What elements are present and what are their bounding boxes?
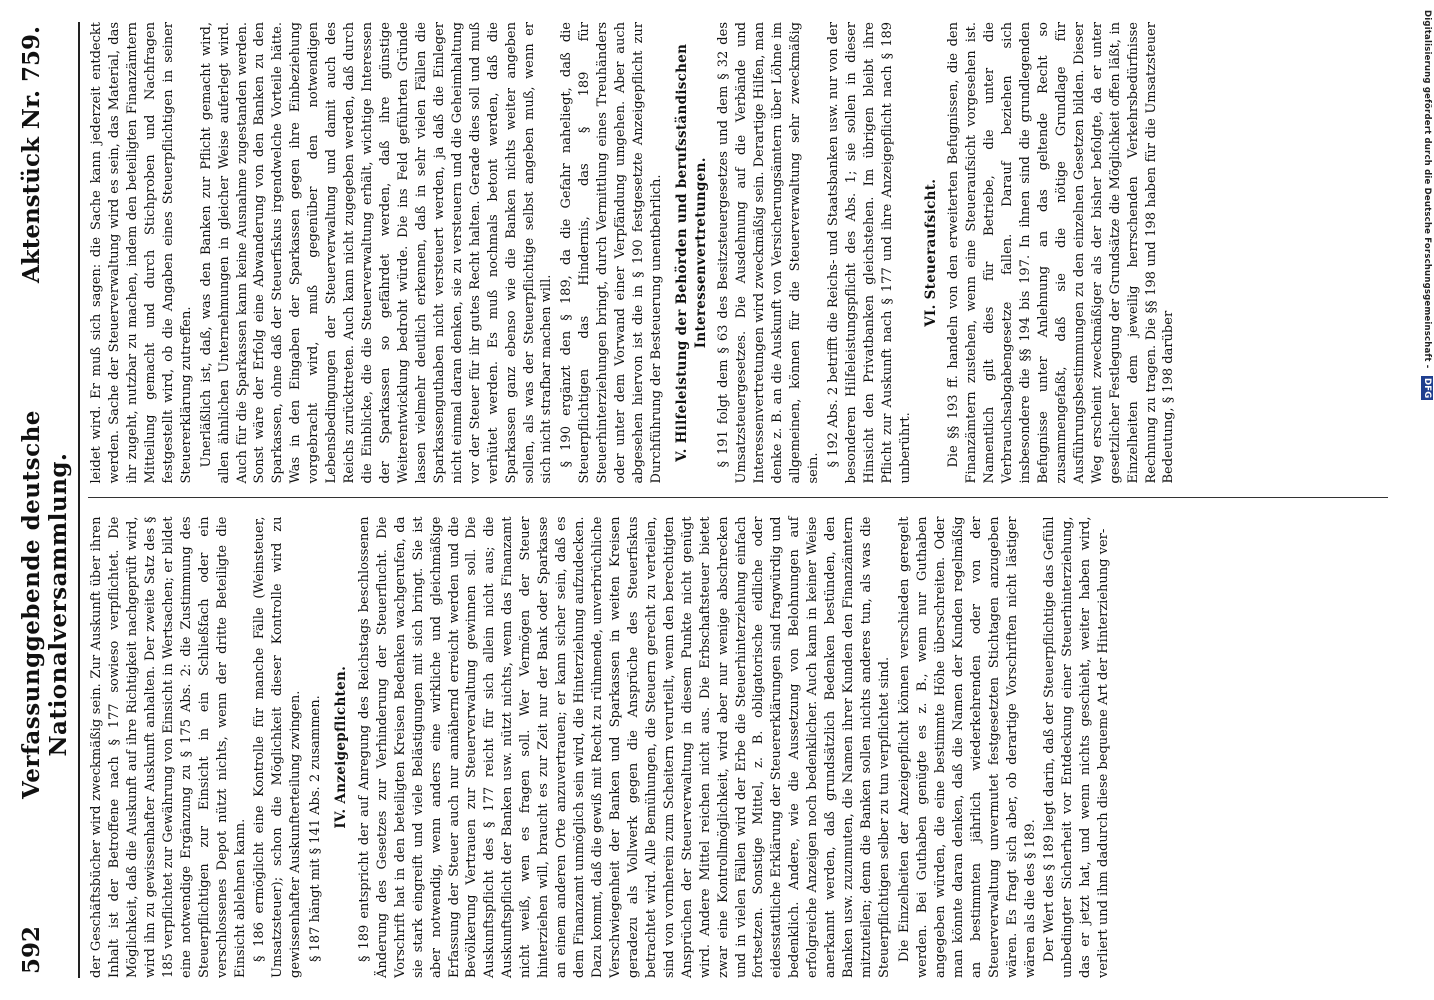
heading-v-line1: V. Hilfeleistung der Behörden und berufsständischen (674, 43, 690, 462)
paragraph: § 187 hängt mit § 141 Abs. 2 zusammen. (308, 695, 324, 962)
paragraph: Die Einzelheiten der Anzeigepflicht können verschieden geregelt werden. Bei Guthaben genügte es z. B., wenn nur Guthaben angegeben würden, die eine bestimmte Höhe überschreiten. Oder man könnte daran denken, daß die Namen der Kunden regelmäßig an bestimmten jährlich wiederkehrenden oder von der Steuerverwaltung unvermutet festgesetzten Stichtagen anzugeben wären. Es fragt sich aber, ob derartige Vorschriften nicht lästiger wären als die des § 189. (896, 516, 1038, 978)
digitization-text: Digitalisierung gefördert durch die Deutsche Forschungsgemeinschaft - (1422, 10, 1432, 369)
paragraph: der Geschäftsbücher wird zweckmäßig sein. Zur Auskunft über ihren Inhalt ist der Betroffene nach § 177 sowieso verpflichtet. Die Möglichkeit, daß die Auskunft auf ihre Richtigkeit nachgeprüft wird, wird ihn zu gewissenhafter Auskunft anhalten. Der zweite Satz des § 185 verpflichtet zur Gewährung von Einsicht in Wertsachen; er bildet eine notwendige Ergänzung zu § 175 Abs. 2: die Zustimmung des Steuerpflichtigen zur Einsicht in ein Schließfach oder ein verschlossenes Depot nützt nichts, wenn der dritte Beteiligte die Einsicht ablehnen kann. (89, 516, 248, 978)
text-columns (88, 22, 1388, 978)
heading-v-line2: Interessenvertretungen. (692, 157, 709, 349)
paragraph: Unerläßlich ist, daß, was den Banken zur Pflicht gemacht wird, allen ähnlichen Unternehmungen in gleicher Weise auferlegt wird. Auch für die Sparkassen kann keine Ausnahme zugestanden werden. Sonst wäre der Erfolg eine Abwanderung von den Banken zu den Sparkassen, ohne daß der Steuerfiskus irgendwelche Vorteile hätte. Was in den Eingaben der Sparkassen gegen ihre Einbeziehung vorgebracht wird, muß gegenüber den notwendigen Lebensbedingungen der Steuerverwaltung und damit auch des Reichs zurücktreten. Auch kann nicht zugegeben werden, daß durch die Einblicke, die die Steuerverwaltung erhält, wichtige Interessen der Sparkassen so gefährdet werden, daß ihre günstige Weiterentwicklung bedroht würde. Die ins Feld geführten Gründe lassen vielmehr deutlich erkennen, daß in sehr vielen Fällen die Sparkassenguthaben nicht versteuert werden, ja daß die Einleger nicht einmal daran denken, sie zu versteuern und die Geheimhaltung vor der Steuer für ihr gutes Recht halten. Gerade dies soll und muß verhütet werden. Es muß nochmals betont werden, daß die Sparkassen ganz ebenso wie die Banken nichts weiter angeben sollen, als was der Steuerpflichtige selbst angeben muß, wenn er sich nicht strafbar machen will. (198, 22, 555, 484)
paragraph: § 186 ermöglicht eine Kontrolle für manche Fälle (Weinsteuer, Umsatzsteuer); schon die Möglichkeit dieser Kontrolle wird zu gewissenhafter Auskunfterteilung zwingen. (252, 516, 304, 978)
section-heading-v (673, 22, 710, 484)
paragraph: leidet wird. Er muß sich sagen: die Sache kann jederzeit entdeckt werden. Sache der Steuerverwaltung wird es sein, das Material, das ihr zugeht, nutzbar zu machen, indem den beteiligten Finanzämtern Mitteilung gemacht und durch Stichproben und Nachfragen festgestellt wird, ob die Angaben eines Steuerpflichtigen in seiner Steuererklärung zutreffen. (89, 22, 194, 484)
column-left (88, 517, 1388, 979)
paragraph: Die §§ 193 ff. handeln von den erweiterten Befugnissen, die den Finanzämtern zustehen, wenn eine Steueraufsicht vorgesehen ist. Namentlich gilt dies für Betriebe, die unter die Verbrauchsabgabengesetze fallen. Darauf beziehen sich insbesondere die §§ 194 bis 197. In ihnen sind die grundlegenden Befugnisse unter Anlehnung an das geltende Recht so zusammengefaßt, daß sie die nötige Grundlage für Ausführungsbestimmungen zu den einzelnen Gesetzen bilden. Dieser Weg erscheint zweckmäßiger als der bisher befolgte, da er unter gesetzlicher Festlegung der Grundsätze die Möglichkeit offen läßt, in Einzelheiten dem jeweilig herrschenden Verkehrsbedürfnisse Rechnung zu tragen. Die §§ 198 und 198 haben für die Umsatzsteuer Bedeutung, § 198 darüber (946, 22, 1177, 484)
running-title: Verfassunggebende deutsche Nationalversammlung. (18, 410, 72, 800)
document-reference: Aktenstück Nr. 759. (18, 26, 45, 284)
dfg-logo: DFG (1422, 377, 1432, 399)
paragraph: § 190 ergänzt den § 189, da die Gefahr naheliegt, daß die Steuerpflichtigen das Hindernis, das § 189 für Steuerhinterziehungen bringt, durch Vermittlung eines Treuhänders oder unter dem Vorwand einer Verpfändung umgehen. Aber auch abgesehen hiervon ist die in § 190 festgesetzte Anzeigepflicht zur Durchführung der Besteuerung unentbehrlich. (559, 22, 665, 484)
paragraph: § 192 Abs. 2 betrifft die Reichs- und Staatsbanken usw. nur von der besonderen Hilfeleistungspflicht des Abs. 1; sie sollen in dieser Hinsicht den Privatbanken gleichstehen. Im übrigen bleibt ihre Pflicht zur Auskunft nach § 177 und ihre Anzeigepflicht nach § 189 unberührt. (825, 22, 913, 484)
column-right (88, 22, 1388, 499)
page-number: 592 (18, 925, 45, 974)
paragraph: Der Wert des § 189 liegt darin, daß der Steuerpflichtige das Gefühl unbedingter Sicherheit vor Entdeckung einer Steuerhinterziehung, das er jetzt hat, und wenn nichts geschieht, weiter haben wird, verliert und ihm dadurch diese bequeme Art der Hinterziehung ver- (1042, 516, 1112, 978)
section-heading-vi: VI. Steueraufsicht. (922, 178, 939, 327)
digitization-note (1422, 10, 1432, 400)
section-heading-iv: IV. Anzeigepflichten. (333, 665, 350, 829)
paragraph: § 189 entspricht der auf Anregung des Reichstags beschlossenen Änderung des Gesetzes zur Verhinderung der Steuerflucht. Die Vorschrift hat in den beteiligten Kreisen Bedenken wachgerufen, da sie stark eingreift und viele Belästigungen mit sich bringt. Sie ist aber notwendig, wenn anders eine wirkliche und gleichmäßige Erfassung der Steuer auch nur annähernd erreicht werden und die Bevölkerung Vertrauen zur Steuerverwaltung gewinnen soll. Die Auskunftspflicht des § 177 reicht für sich allein nicht aus; die Auskunftspflicht der Banken usw. nützt nichts, wenn das Finanzamt nicht weiß, wen es fragen soll. Wer Vermögen der Steuer hinterziehen will, braucht es zur Zeit nur der Bank oder Sparkasse an einem anderen Orte anzuvertrauen; er kann sicher sein, daß es dem Finanzamt unmöglich sein wird, die Hinterziehung aufzudecken. Dazu kommt, daß die gewiß mit Recht zu rühmende, unverbrüchliche Verschwiegenheit der Banken und Sparkassen in weiten Kreisen geradezu als Vollwerk gegen die Ansprüche des Steuerfiskus betrachtet wird. Alle Bemühungen, die Steuern gerecht zu verteilen, sind von vornherein zum Scheitern verurteilt, wenn den berechtigten Ansprüchen der Steuerverwaltung in diesem Punkte nicht genügt wird. Andere Mittel reichen nicht aus. Die Erbschaftsteuer bietet zwar eine Kontrollmöglichkeit, wird aber nur wenige abschrecken und in vielen Fällen wird der Erbe die Steuerhinterziehung einfach fortsetzen. Sonstige Mittel, z. B. obligatorische eidliche oder eidesstattliche Erklärung der Steuererklärungen sind fragwürdig und bedenklich. Andere, wie die Aussetzung von Belohnungen auf erfolgreiche Anzeigen noch bedenklicher. Auch kann in keiner Weise anerkannt werden, daß grundsätzlich Bedenken bestünden, den Banken usw. zuzumuten, die Namen ihrer Kunden den Finanzämtern mitzuteilen; denn die Banken sollen nichts anderes tun, als was die Steuerpflichtigen selber zu tun verpflichtet sind. (356, 516, 892, 978)
page-header (18, 22, 78, 978)
header-rule (78, 22, 80, 978)
paragraph: § 191 folgt dem § 63 des Besitzsteuergesetzes und dem § 32 des Umsatzsteuergesetzes. Die Ausdehnung auf die Verbände und Interessenvertretungen wird zweckmäßig sein. Derartige Hilfen, man denke z. B. an die Auskunft von Versicherungsämtern über Löhne im allgemeinen, können für die Steuerverwaltung sehr zweckmäßig sein. (716, 22, 821, 484)
